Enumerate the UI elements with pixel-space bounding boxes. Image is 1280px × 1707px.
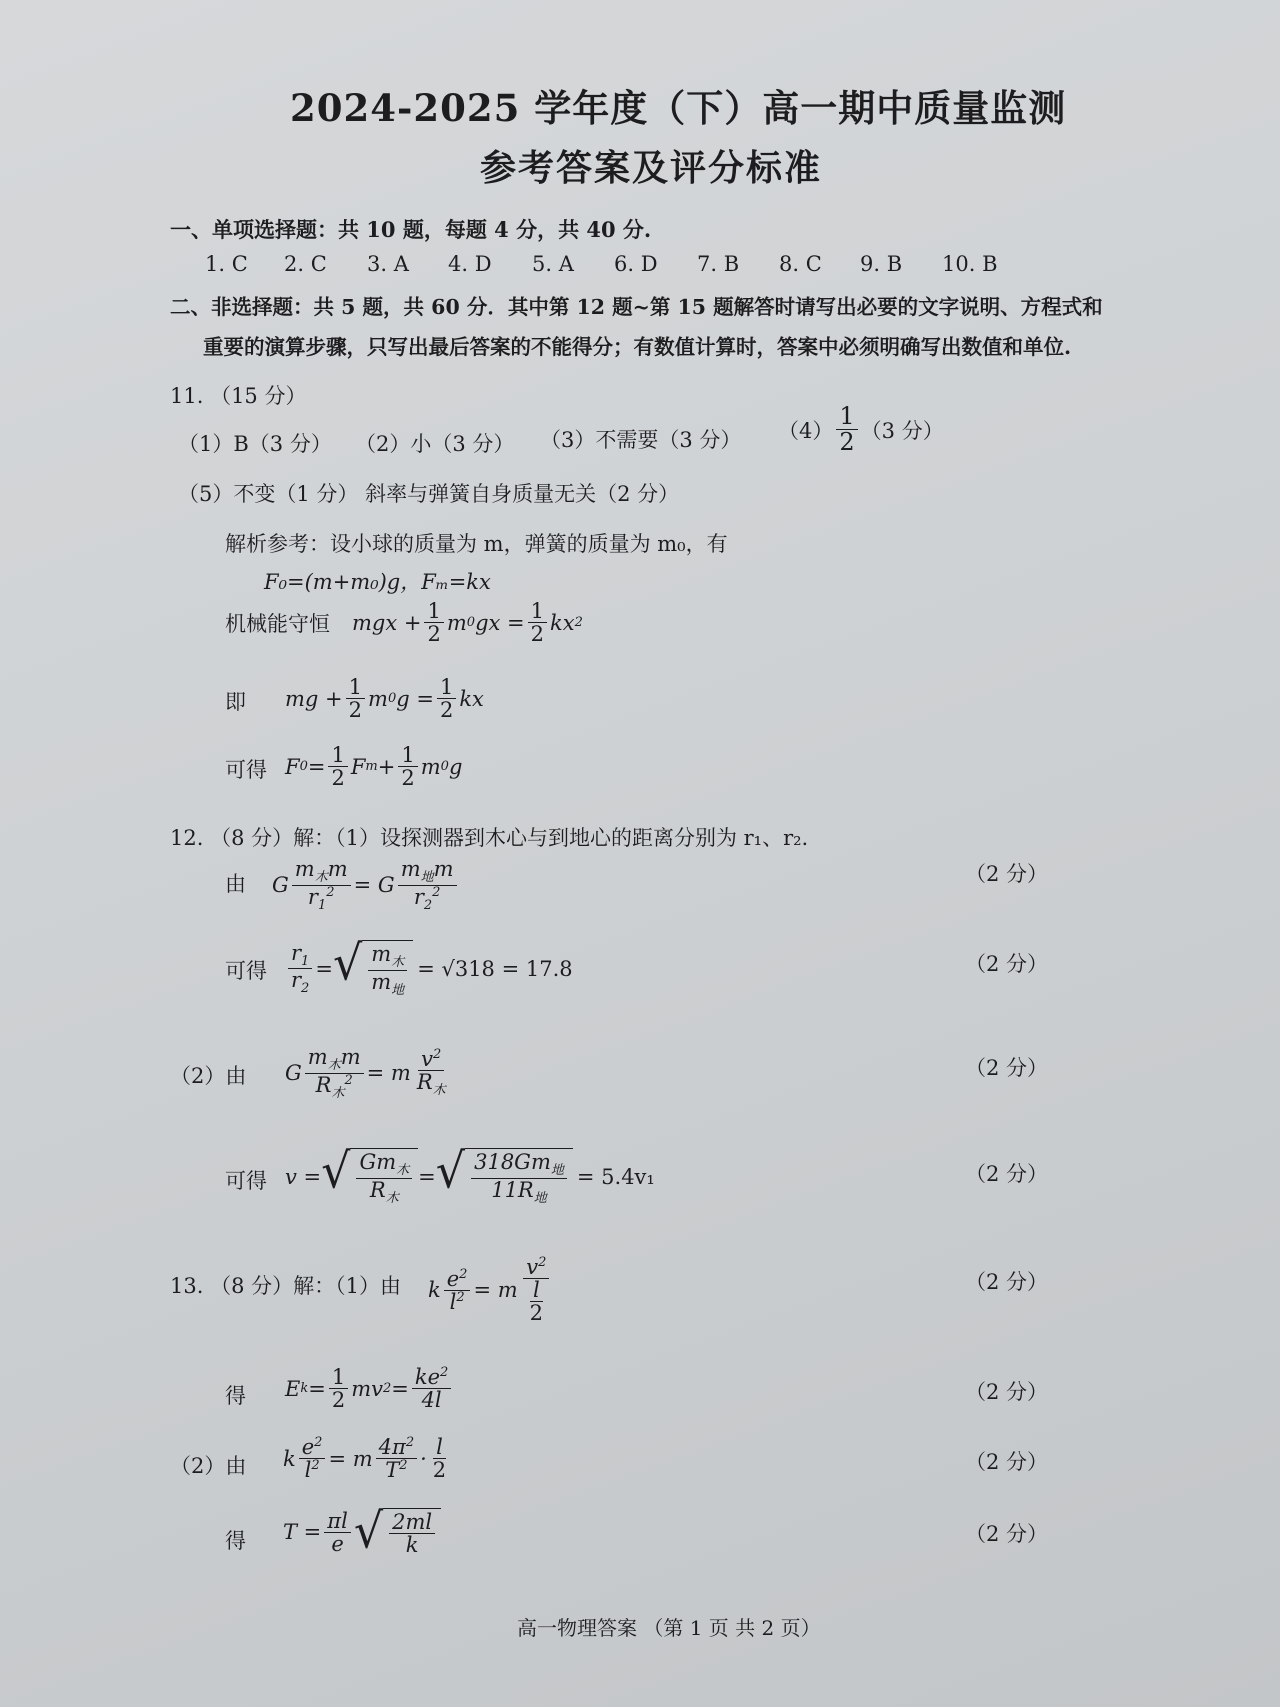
score-label: （2 分）	[965, 862, 1049, 886]
mc-answer: 3. A	[367, 252, 409, 276]
q11-equation-1: mgx + $\frac{1}{2}$ m 0 gx = $\frac{1}{2}$ kx 2	[352, 599, 583, 647]
q11-heading: 11. （15 分）	[170, 384, 307, 408]
q11-eq3-label: 可得	[225, 758, 267, 782]
q11-equation-3: F 0 = $\frac{1}{2}$ F m + $\frac{1}{2}$ m 0 g	[285, 743, 463, 791]
q11-answer-4-label: （4）	[778, 418, 834, 443]
score-label: （2 分）	[965, 1162, 1049, 1186]
document-title: 2024-2025 学年度（下）高一期中质量监测	[290, 86, 1067, 130]
q12-equation-3: G $\frac{m_木m}{R_木^2}$ = m $\frac{v^2}{R_木}$	[285, 1045, 446, 1102]
score-label: （2 分）	[965, 1056, 1049, 1080]
fraction-denominator: 2	[839, 428, 855, 457]
mc-answer: 5. A	[532, 252, 574, 276]
q13-de1-label: 得	[225, 1384, 246, 1408]
q12-you-label: 由	[225, 872, 246, 896]
q13-equation-1: k $\frac{e^2}{l^2}$ = m $\frac{v^2}{\frac{l}{2}}$	[428, 1256, 555, 1324]
score-label: （2 分）	[965, 1380, 1049, 1404]
q11-answer-4	[778, 404, 944, 455]
score-label: （2 分）	[965, 1522, 1049, 1546]
q13-de2-label: 得	[225, 1529, 246, 1553]
mc-answer: 10. B	[942, 252, 998, 276]
q11-equation-0: F₀=(m+m₀)g，Fₘ=kx	[264, 570, 491, 594]
q11-eq1-label: 机械能守恒	[225, 612, 330, 636]
q12-part2-label: （2）由	[170, 1064, 247, 1088]
mc-answer: 9. B	[860, 252, 903, 276]
q12-value-2: = 5.4v₁	[576, 1164, 655, 1189]
part2-heading-line1: 二、非选择题：共 5 题，共 60 分．其中第 12 题~第 15 题解答时请写出必要的文字说明、方程式和	[170, 295, 1103, 319]
page-footer: 高一物理答案 （第 1 页 共 2 页）	[517, 1616, 821, 1640]
q11-analysis-intro: 解析参考：设小球的质量为 m，弹簧的质量为 m₀，有	[225, 532, 728, 556]
q12-equation-2: $\frac{r_1}{r_2}$ = √ $\frac{m_木}{m_地}$ = √318 = 17.8	[285, 940, 573, 998]
q11-answer-5: （5）不变（1 分） 斜率与弹簧自身质量无关（2 分）	[178, 482, 680, 506]
q11-answer-4-score: （3 分）	[860, 418, 944, 443]
q12-equation-1: G $\frac{m_木m}{r_1^2}$ = G $\frac{m_地m}{r_2^2}$	[272, 858, 460, 913]
mc-answer: 7. B	[697, 252, 740, 276]
document-subtitle: 参考答案及评分标准	[480, 147, 823, 189]
mc-answer: 6. D	[614, 252, 658, 276]
fraction-numerator: 1	[836, 404, 857, 430]
q12-kede-label: 可得	[225, 959, 267, 983]
mc-answers-row	[205, 252, 998, 276]
part1-heading: 一、单项选择题：共 10 题，每题 4 分，共 40 分.	[170, 217, 652, 242]
q13-heading: 13. （8 分）解：（1）由	[170, 1274, 401, 1298]
part2-heading-line2: 重要的演算步骤，只写出最后答案的不能得分；有数值计算时，答案中必须明确写出数值和单位.	[203, 335, 1072, 359]
q11-answer-1: （1）B（3 分）	[178, 432, 332, 456]
q13-equation-3: k $\frac{e^2}{l^2}$ = m $\frac{4\pi^2}{T^2}$ · $\frac{l}{2}$	[283, 1435, 447, 1483]
q11-equation-2: mg + $\frac{1}{2}$ m 0 g = $\frac{1}{2}$ kx	[285, 675, 484, 723]
mc-answer: 4. D	[448, 252, 492, 276]
q11-eq2-label: 即	[225, 690, 246, 714]
mc-answer: 1. C	[205, 252, 248, 276]
score-label: （2 分）	[965, 1270, 1049, 1294]
q11-answer-3: （3）不需要（3 分）	[540, 428, 742, 452]
q11-answer-2: （2）小（3 分）	[355, 432, 515, 456]
score-label: （2 分）	[965, 952, 1049, 976]
q12-heading: 12. （8 分）解：（1）设探测器到木心与到地心的距离分别为 r₁、r₂.	[170, 826, 809, 850]
fraction	[836, 404, 857, 455]
q12-equation-4: v = √ $\frac{Gm_木}{R_木}$ = √ $\frac{318Gm_地}{11R_地}$ = 5.4v₁	[285, 1142, 655, 1207]
mc-answer: 8. C	[779, 252, 822, 276]
score-label: （2 分）	[965, 1450, 1049, 1474]
q12-value-1: = √318 = 17.8	[417, 956, 573, 981]
q13-equation-2: E k = $\frac{1}{2}$ mv 2 = $\frac{ke^2}{4l}$	[285, 1366, 454, 1411]
mc-answer: 2. C	[284, 252, 327, 276]
q12-part2-kede-label: 可得	[225, 1169, 267, 1193]
q13-equation-4: T = $\frac{\pi l}{e}$ √ $\frac{2ml}{k}$	[283, 1508, 441, 1556]
q13-part2-label: （2）由	[170, 1454, 247, 1478]
